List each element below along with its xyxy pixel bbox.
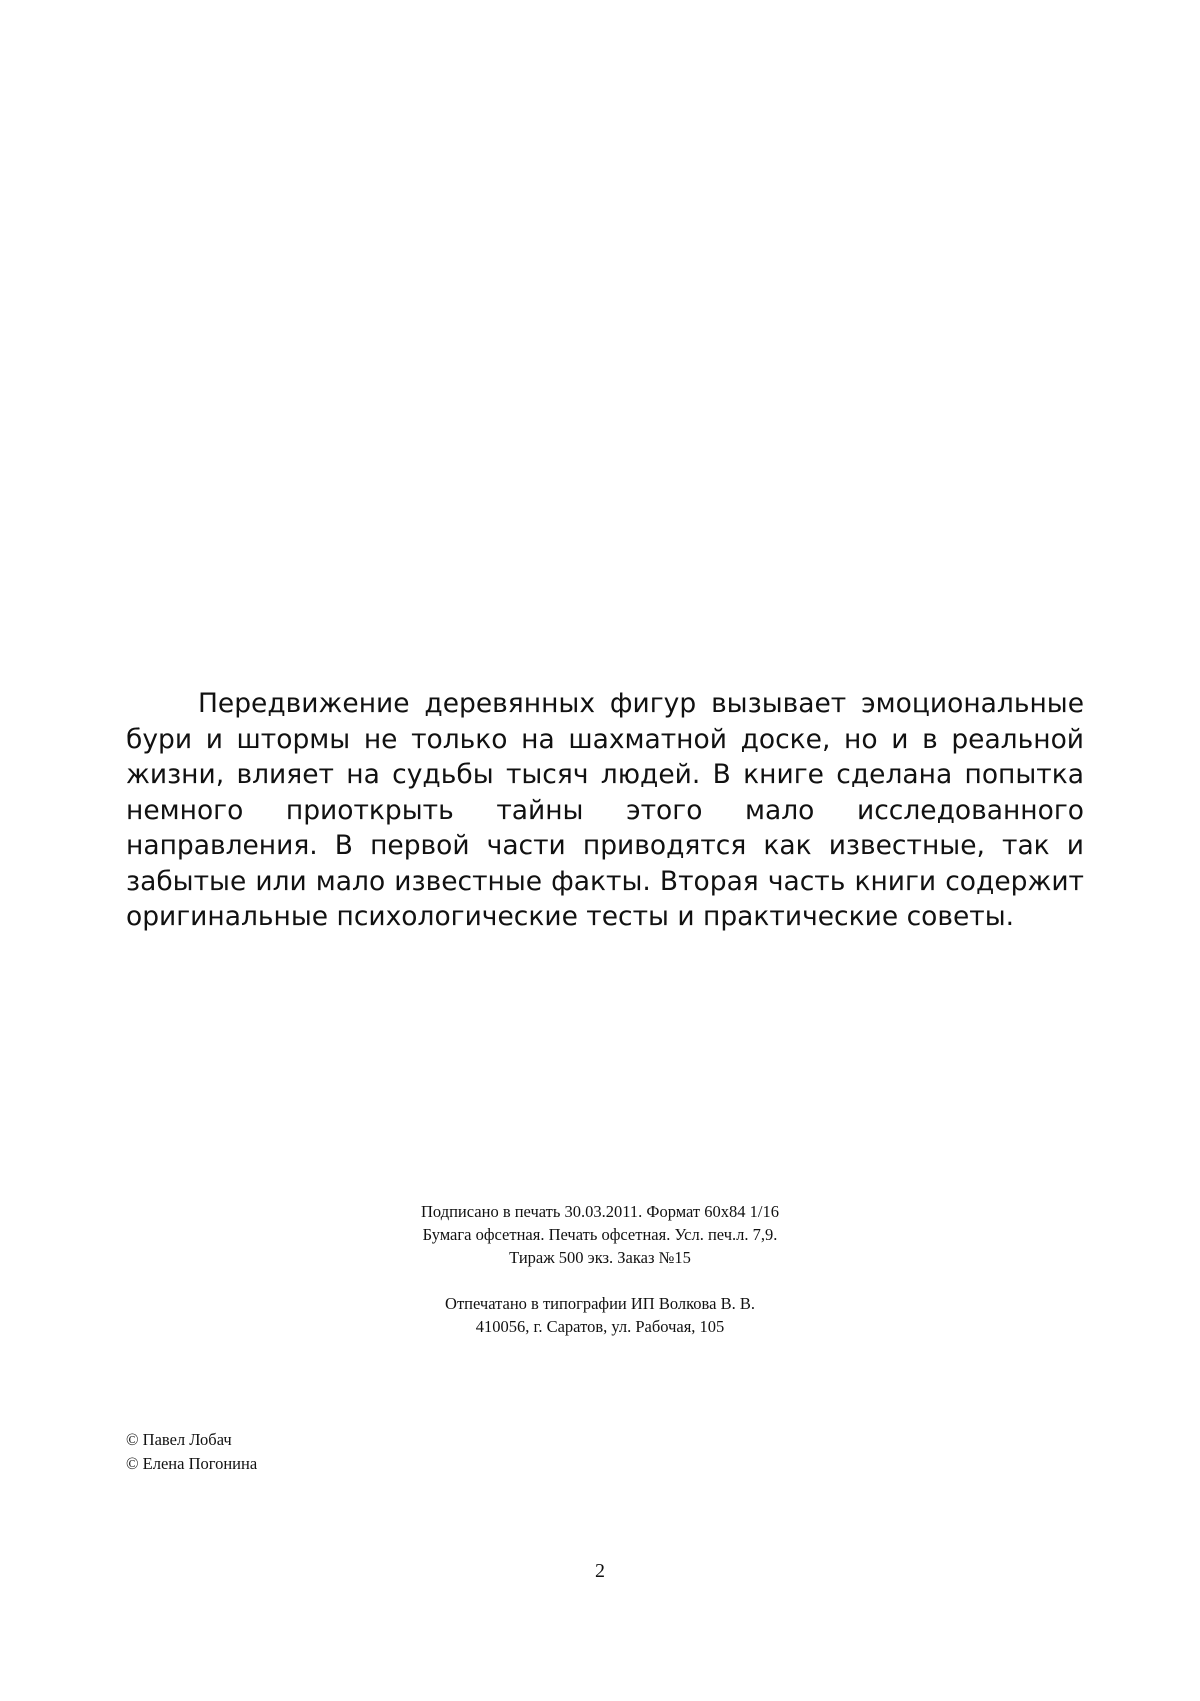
abstract-paragraph: Передвижение деревянных фигур вызывает эмоциональные бури и штормы не только на шахматной доске, но и в реальной жизни, влияет на судьбы тысяч людей. В книге сделана попытка немного приоткрыть тайны этого мало исследованного направления. В первой части приводятся как известные, так и забытые или мало известные факты. Вторая часть книги содержит оригинальные психологические тесты и практические советы. — [126, 688, 1084, 932]
imprint-printer-line: Отпечатано в типографии ИП Волкова В. В. — [445, 1294, 755, 1313]
copyright-author-1: © Павел Лобач — [126, 1430, 232, 1449]
imprint-paper-line: Бумага офсетная. Печать офсетная. Усл. печ.л. 7,9. — [422, 1225, 778, 1244]
copyright-author-2: © Елена Погонина — [126, 1454, 258, 1473]
publication-imprint — [300, 1200, 900, 1338]
imprint-circulation-line: Тираж 500 экз. Заказ №15 — [509, 1248, 691, 1267]
imprint-address-line: 410056, г. Саратов, ул. Рабочая, 105 — [475, 1317, 725, 1336]
imprint-spacer — [300, 1269, 900, 1292]
imprint-signed-line: Подписано в печать 30.03.2011. Формат 60х84 1/16 — [421, 1202, 779, 1221]
copyright-block — [126, 1428, 257, 1476]
page-number: 2 — [595, 1560, 605, 1582]
